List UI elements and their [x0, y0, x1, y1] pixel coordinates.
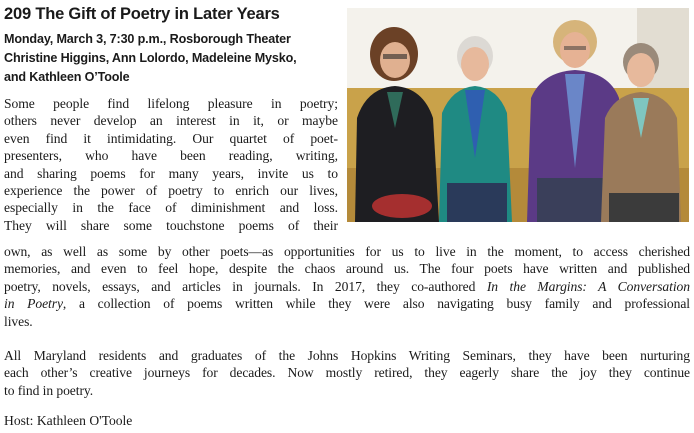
text-line-with-book-title: [4, 295, 690, 312]
description-paragraph-1-top: [4, 95, 338, 234]
event-presenters-line-1: Christine Higgins, Ann Lolordo, Madeleine Mysko,: [4, 51, 297, 65]
presenters-photo: [347, 8, 689, 222]
event-datetime-venue: Monday, March 3, 7:30 p.m., Rosborough Theater: [4, 32, 291, 46]
host-line: Host: Kathleen O'Toole: [4, 413, 133, 428]
description-paragraph-2: [4, 347, 690, 399]
text-line: to find in poetry.: [4, 382, 94, 398]
book-title-part-1: In the Margins: A Conversation: [486, 278, 690, 294]
text-line: All Maryland residents and graduates of the Johns Hopkins Writing Seminars, they have been nurturing: [4, 348, 690, 363]
description-paragraph-1-bottom: [4, 243, 690, 330]
text-line: even find it intimidating. Our quartet of poet-: [4, 130, 338, 146]
event-meta: [4, 30, 344, 87]
text-line: experience the power of poetry to enrich our lives,: [4, 182, 338, 198]
event-title: 209 The Gift of Poetry in Later Years: [4, 5, 280, 23]
text-line: lives.: [4, 313, 33, 329]
event-presenters-line-2: and Kathleen O’Toole: [4, 70, 130, 84]
text-line: own, as well as some by other poets—as opportunities for us to live in the moment, to access cherished: [4, 244, 690, 259]
text-span: poetry, novels, essays, and articles in journals. In 2017, they co-authored: [4, 278, 487, 294]
text-line: presenters, who have been reading, writing,: [4, 148, 338, 164]
text-line: They will share some touchstone poems of their: [4, 217, 338, 233]
text-line: others never develop an interest in it, or maybe: [4, 113, 338, 129]
text-line: especially in the face of diminishment and loss.: [4, 200, 338, 216]
text-line: Some people find lifelong pleasure in poetry;: [4, 96, 338, 111]
text-line: and sharing poems for many years, invite us to: [4, 165, 338, 181]
book-title-part-2: in Poetry: [4, 296, 63, 312]
text-span: , a collection of poems written while they were also navigating busy family and professional: [62, 296, 690, 312]
text-line: each other’s creative journeys for decades. Now mostly retired, they eagerly share the joy they continue: [4, 365, 690, 381]
text-line: memories, and even to feel hope, despite the chaos around us. The four poets have written and published: [4, 261, 690, 277]
text-line-with-book-title: [4, 278, 690, 295]
